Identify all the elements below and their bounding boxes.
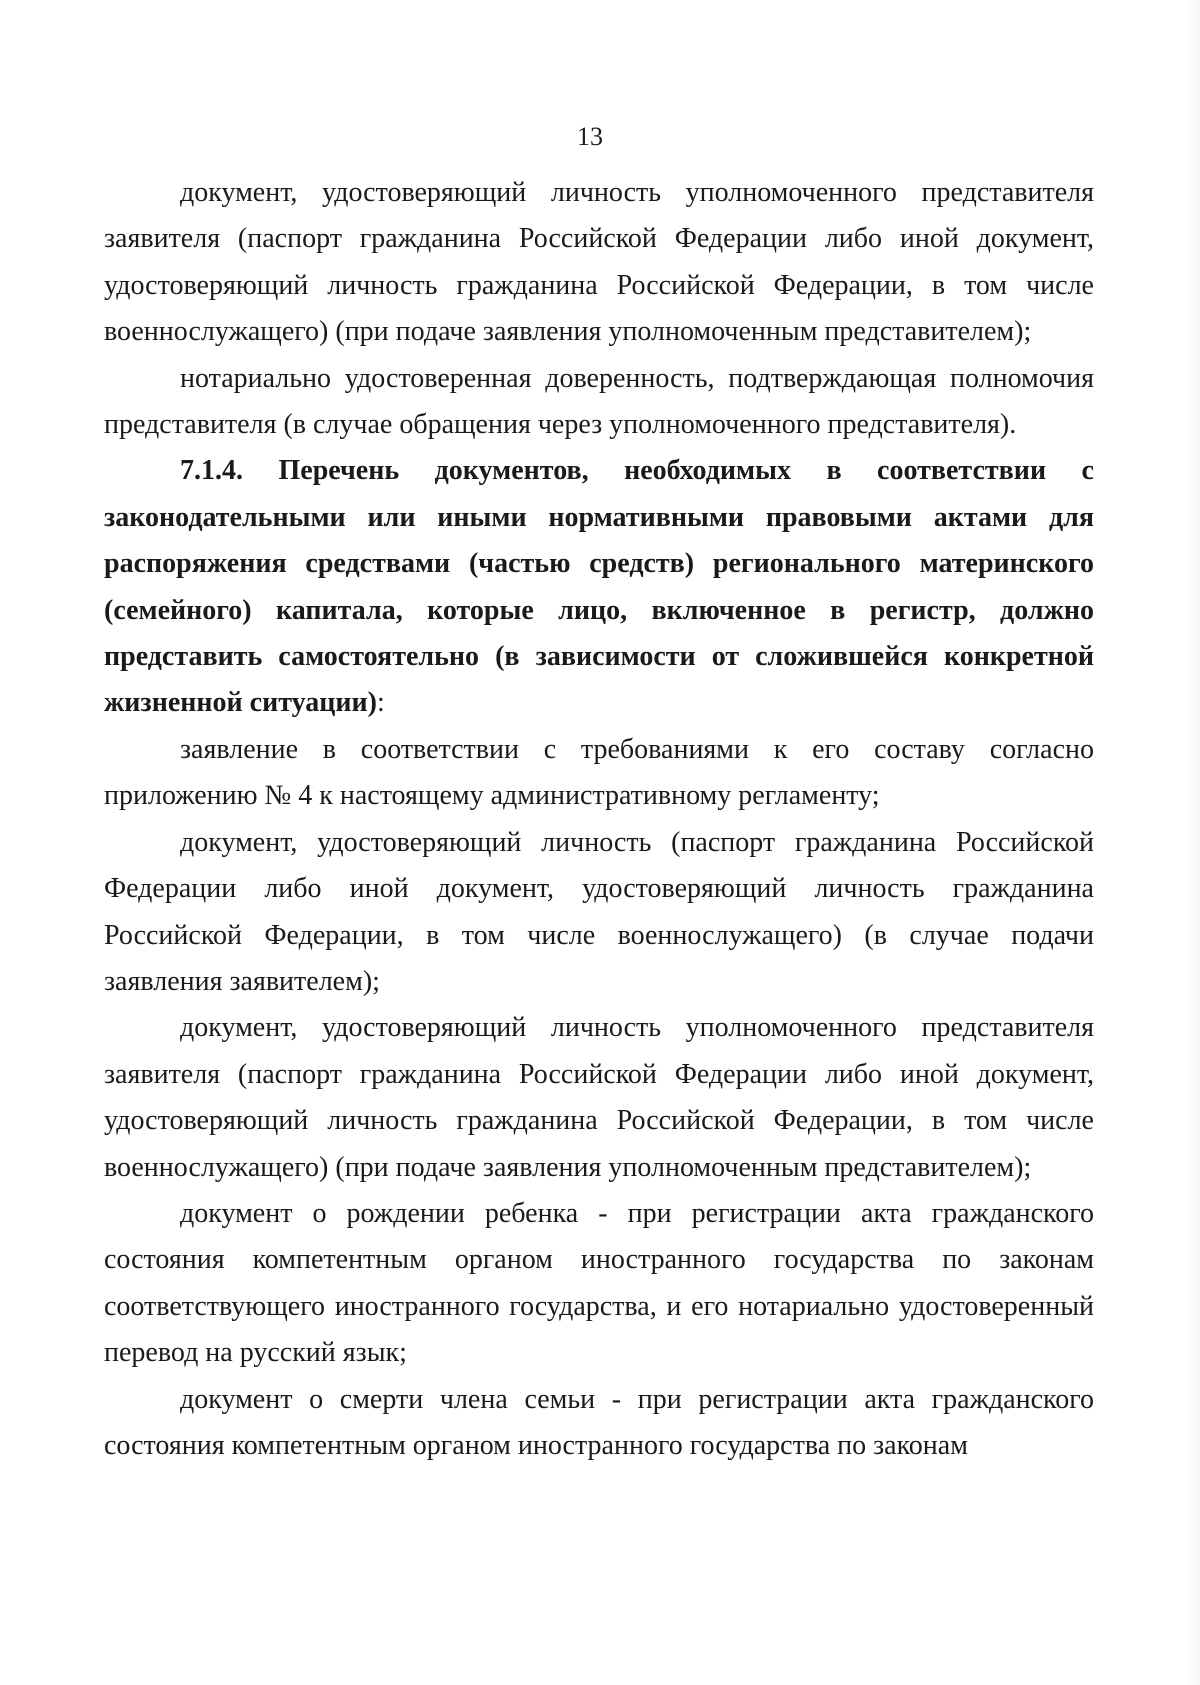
paragraph-representative-id-document: документ, удостоверяющий личность уполномоченного представителя заявителя (паспорт гражданина Российской Федерации либо иной документ, удостоверяющий личность гражданина Российской Федерации, в том числе военнослужащего) (при подаче заявления уполномоченным представителем); xyxy=(104,177,1094,348)
section-heading-colon: : xyxy=(376,687,385,719)
scan-edge-shading xyxy=(1182,0,1200,1685)
page-number: 13 xyxy=(577,122,603,151)
paragraph-applicant-id-document: документ, удостоверяющий личность (паспорт гражданина Российской Федерации либо иной документ, удостоверяющий личность гражданина Российской Федерации, в том числе военнослужащего) (в случае подачи заявления заявителем); xyxy=(104,826,1094,997)
section-heading-7-1-4 xyxy=(104,448,1094,726)
paragraph-death-document: документ о смерти члена семьи - при регистрации акта гражданского состояния компетентным органом иностранного государства по законам xyxy=(104,1383,1094,1461)
paragraph-notarized-power-of-attorney: нотариально удостоверенная доверенность, подтверждающая полномочия представителя (в случае обращения через уполномоченного представителя). xyxy=(104,362,1094,441)
section-heading-text: 7.1.4. Перечень документов, необходимых в соответствии с законодательными или иными нормативными правовыми актами для распоряжения средствами (частью средств) регионального материнского (семейного) капитала, которые лицо, включенное в регистр, должно представить самостоятельно (в зависимости от сложившейся конкретной жизненной ситуации) xyxy=(104,455,1094,719)
paragraph-birth-document: документ о рождении ребенка - при регистрации акта гражданского состояния компетентным органом иностранного государства по законам соответствующего иностранного государства, и его нотариально удостоверенный перевод на русский язык; xyxy=(104,1197,1094,1369)
paragraph-application: заявление в соответствии с требованиями к его составу согласно приложению № 4 к настоящему административному регламенту; xyxy=(104,733,1094,812)
document-body xyxy=(104,170,1094,1469)
paragraph-representative-id-document-2: документ, удостоверяющий личность уполномоченного представителя заявителя (паспорт гражданина Российской Федерации либо иной документ, удостоверяющий личность гражданина Российской Федерации, в том числе военнослужащего) (при подаче заявления уполномоченным представителем); xyxy=(104,1012,1094,1183)
